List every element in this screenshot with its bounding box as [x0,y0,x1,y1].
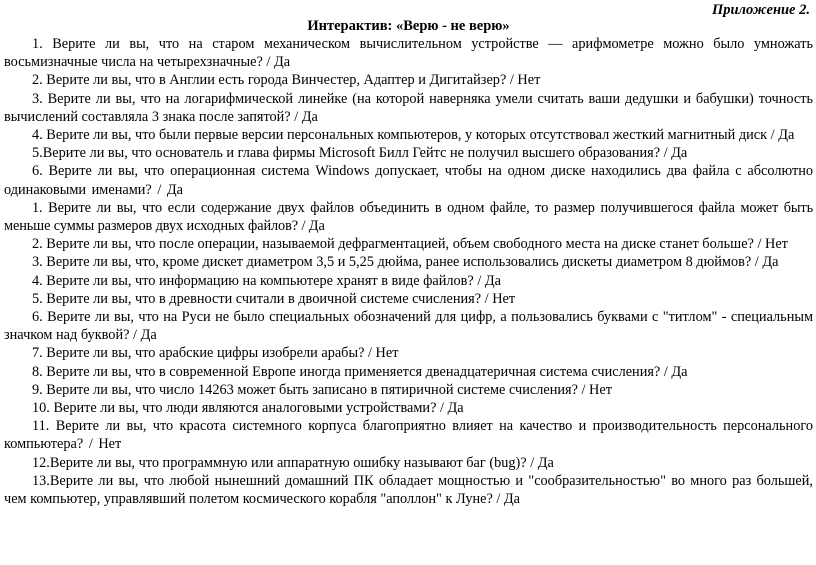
question-item: 8. Верите ли вы, что в современной Европе иногда применяется двенадцатеричная система счисления? / Да [32,363,688,380]
question-item: 9. Верите ли вы, что число 14263 может быть записано в пятиричной системе счисления? / Нет [32,381,612,398]
question-item: 4. Верите ли вы, что информацию на компьютере хранят в виде файлов? / Да [32,272,501,289]
question-item: 3. Верите ли вы, что, кроме дискет диаметром 3,5 и 5,25 дюйма, ранее использовались дискеты диаметром 8 дюймов? / Да [32,254,779,271]
question-item: 5. Верите ли вы, что в древности считали в двоичной системе счисления? / Нет [32,290,516,307]
question-item: 10. Верите ли вы, что люди являются аналоговыми устройствами? / Да [32,400,464,417]
question-item: 6. Верите ли вы, что операционная система Windows допускает, чтобы на одном диске находились два файла с абсолютно одинаковыми именами? / Да [4,163,813,198]
question-item: 1. Верите ли вы, что если содержание двух файлов объединить в одном файле, то размер получившегося файла может быть меньше суммы размеров двух исходных файлов? / Да [4,199,813,235]
question-item: 5.Верите ли вы, что основатель и глава фирмы Microsoft Билл Гейтс не получил высшего образования? / Да [32,145,688,162]
question-item: 4. Верите ли вы, что были первые версии персональных компьютеров, у которых отсутствовал жесткий магнитный диск / Да [32,127,795,144]
document-title: Интерактив: «Верю - не верю» [307,18,510,34]
appendix-label: Приложение 2. [711,2,810,18]
question-item: 3. Верите ли вы, что на логарифмической линейке (на которой наверняка умели считать ваши дедушки и бабушки) точность вычислений составляла 3 знака после запятой? / Да [4,90,813,125]
question-item: 2. Верите ли вы, что в Англии есть города Винчестер, Адаптер и Дигитайзер? / Нет [32,72,541,89]
question-item: 6. Верите ли вы, что на Руси не было специальных обозначений для цифр, а пользовались буквами с "титлом" - специальным значком над буквой? / Да [4,309,813,344]
question-item: 1. Верите ли вы, что на старом механическом вычислительном устройстве — арифмометре можно было умножать восьмизначные числа на четырехзначные? / Да [4,36,813,71]
question-item: 2. Верите ли вы, что после операции, называемой дефрагментацией, объем свободного места на диске станет больше? / Нет [32,236,788,253]
question-item: 12.Верите ли вы, что программную или аппаратную ошибку называют баг (bug)? / Да [32,454,554,471]
question-item: 11. Верите ли вы, что красота системного корпуса благоприятно влияет на качество и производительность персонального компьютера? / Нет [4,418,813,453]
question-item: 13.Верите ли вы, что любой нынешний домашний ПК обладает мощностью и "сообразительностью" во много раз большей, чем компьютер, управлявший полетом космического корабля "аполлон" к Луне? / Да [4,472,813,508]
question-item: 7. Верите ли вы, что арабские цифры изобрели арабы? / Нет [32,345,399,362]
